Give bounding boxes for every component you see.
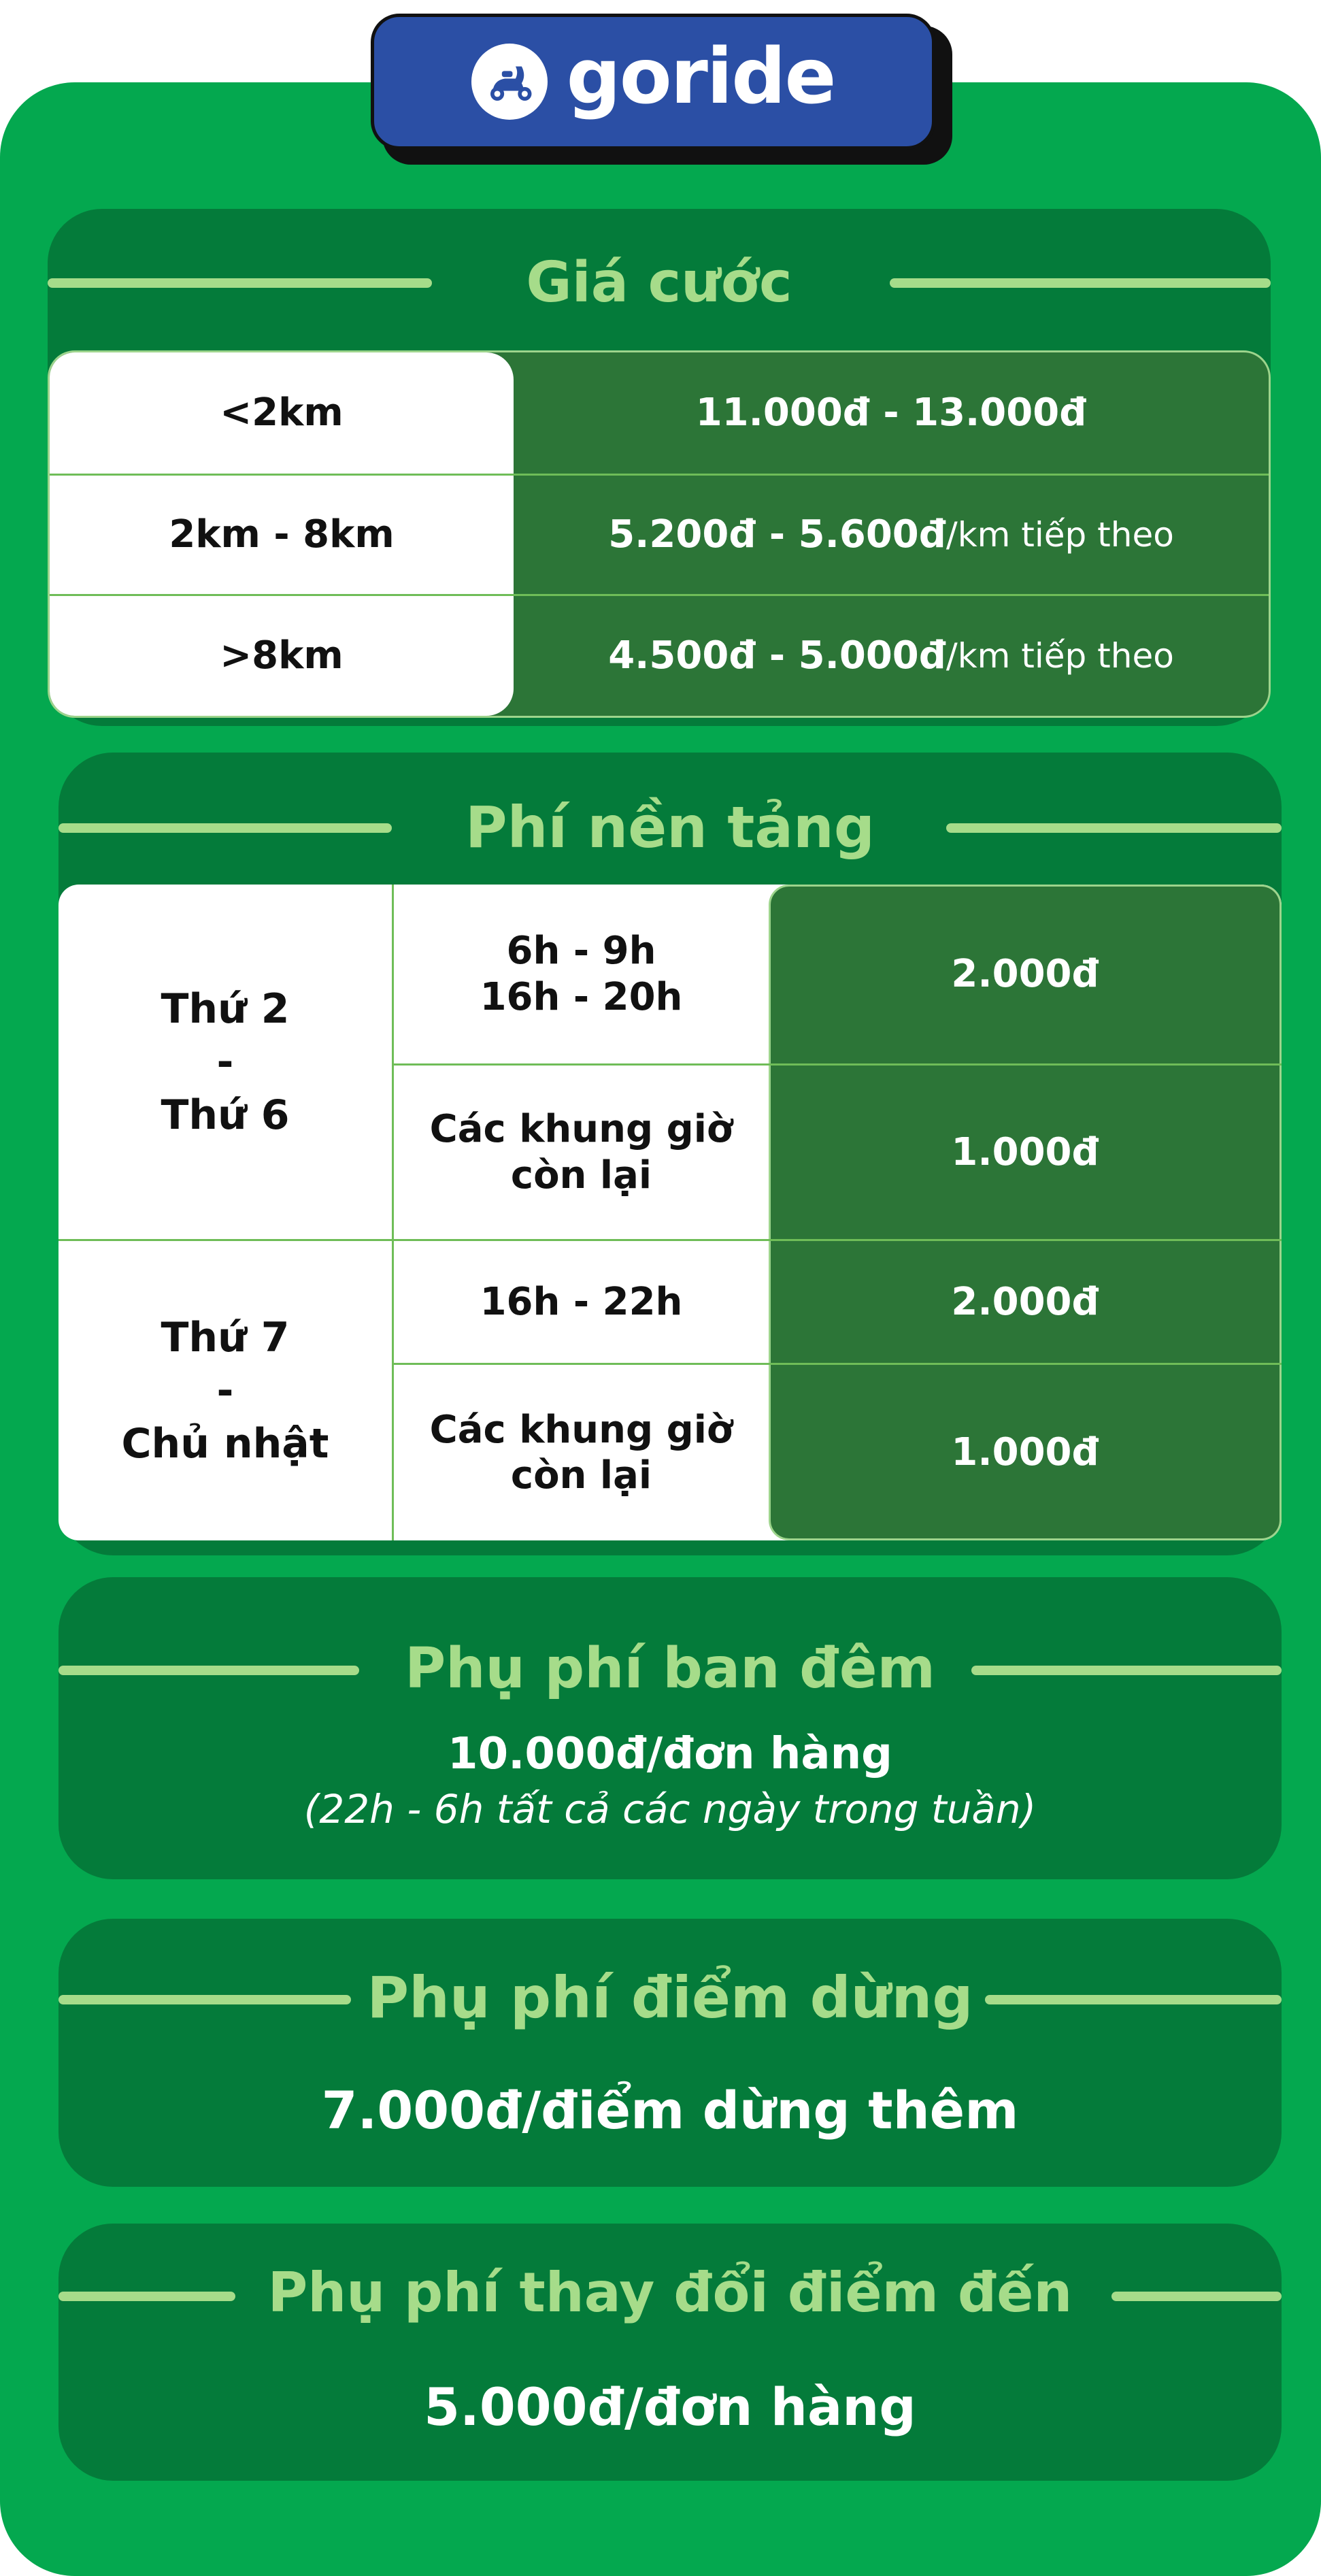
day-separator: - — [216, 1367, 234, 1415]
time-slot — [394, 1241, 769, 1363]
time-line: còn lại — [510, 1453, 652, 1498]
fee-value: 1.000đ — [951, 1129, 1099, 1174]
fee-value: 1.000đ — [951, 1430, 1099, 1475]
day-start: Thứ 2 — [161, 985, 290, 1033]
time-slot — [394, 1066, 769, 1239]
day-end: Thứ 6 — [161, 1091, 290, 1139]
stop-surcharge-value: 7.000đ/điểm dừng thêm — [321, 2080, 1019, 2141]
time-line: 16h - 20h — [480, 974, 683, 1019]
brand-name: goride — [566, 33, 835, 121]
price-unit: /km tiếp theo — [946, 636, 1174, 676]
price-range: 4.500đ - 5.000đ — [608, 633, 946, 678]
weekday-range — [58, 885, 392, 1239]
time-slot — [394, 1365, 769, 1540]
price-cell — [514, 596, 1269, 716]
price-cell — [514, 476, 1269, 594]
distance-cell: 2km - 8km — [169, 512, 395, 557]
price-range: 11.000đ - 13.000đ — [695, 391, 1087, 435]
night-surcharge-section — [58, 1577, 1282, 1879]
fee-value: 2.000đ — [951, 1279, 1099, 1324]
stop-surcharge-section — [58, 1919, 1282, 2187]
destination-change-section — [58, 2224, 1282, 2481]
section-title: Phụ phí thay đổi điểm đến — [267, 2261, 1073, 2324]
time-slot — [394, 885, 769, 1063]
scooter-icon — [471, 44, 548, 120]
section-title: Phí nền tảng — [465, 794, 875, 861]
distance-cell: <2km — [220, 391, 344, 435]
platform-fee-table — [58, 885, 1282, 1540]
price-cell — [514, 352, 1269, 474]
day-end: Chủ nhật — [121, 1420, 329, 1468]
time-line: 16h - 22h — [480, 1279, 683, 1324]
time-line: Các khung giờ — [429, 1407, 733, 1452]
night-surcharge-note: (22h - 6h tất cả các ngày trong tuần) — [303, 1786, 1037, 1832]
price-range: 5.200đ - 5.600đ — [608, 512, 946, 557]
time-line: còn lại — [510, 1153, 652, 1198]
destination-change-value: 5.000đ/đơn hàng — [424, 2377, 916, 2437]
price-unit: /km tiếp theo — [946, 515, 1174, 555]
section-title: Phụ phí điểm dừng — [367, 1964, 973, 2031]
distance-cell: >8km — [220, 633, 344, 678]
section-title: Phụ phí ban đêm — [405, 1636, 935, 1701]
fee-value: 2.000đ — [951, 951, 1099, 996]
day-start: Thứ 7 — [161, 1314, 290, 1361]
goride-logo — [371, 14, 935, 150]
time-line: Các khung giờ — [429, 1107, 733, 1152]
night-surcharge-value: 10.000đ/đơn hàng — [448, 1729, 892, 1779]
time-line: 6h - 9h — [506, 929, 656, 974]
weekend-range — [58, 1241, 392, 1540]
price-table — [48, 350, 1271, 718]
day-separator: - — [216, 1038, 234, 1086]
section-title: Giá cước — [526, 250, 792, 315]
